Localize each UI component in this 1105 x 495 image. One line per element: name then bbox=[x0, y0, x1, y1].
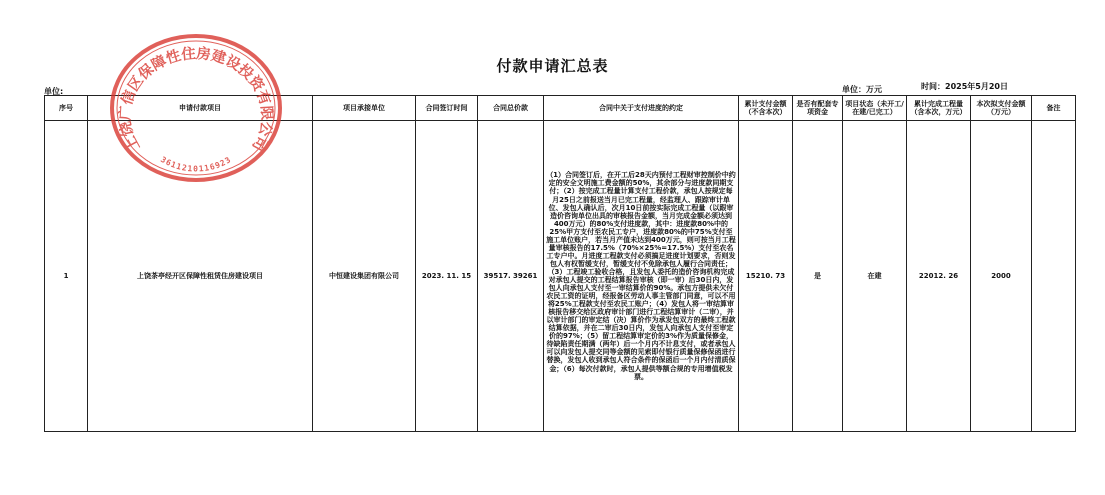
header-project: 申请付款项目 bbox=[88, 96, 313, 121]
payment-summary-table bbox=[44, 95, 1076, 432]
seal-code-textpath: 3611210116923 bbox=[158, 154, 234, 174]
cell-sign-date: 2023. 11. 15 bbox=[416, 121, 478, 432]
seal-ring-textpath: 上饶广信区保障性住房建设投资有限公司 bbox=[117, 46, 275, 154]
header-row bbox=[45, 96, 1076, 121]
unit-label-right: 单位：万元 bbox=[842, 85, 882, 94]
header-this-payment: 本次拟支付金额（万元） bbox=[971, 96, 1032, 121]
cell-contractor: 中恒建设集团有限公司 bbox=[313, 121, 416, 432]
cell-this-payment: 2000 bbox=[971, 121, 1032, 432]
unit-label-left: 单位: bbox=[44, 87, 64, 96]
cell-remark bbox=[1032, 121, 1076, 432]
cell-payment-terms: （1）合同签订后，在开工后28天内预付工程财审控制价中约定的安全文明施工费金额的50%，其余部分与进度款同期支付；（2）按完成工程量计算支付工程价款，承包人按规定每月25日之前报送当月已完工程量，经监理人、跟踪审计单位、发包人确认后，次月10日前按实际完成工程量（以跟审造价咨询单位出具的审核报告金额，当月完成金额必须达到400万元）的80%支付进度款，其中：进度款80%中的25%甲方支付至农民工专户，进度款80%的中75%支付至施工单位账户，若当月产值未达到400万元，则可按当月工程量审核报告的17.5%（70%×25%=17.5%）支付至农名工专户中。月进度工程款支付必须搞足进度计划要求，否则发包人有权暂缓支付，暂缓支付不免除承包人履行合同责任；（3）工程竣工验收合格，且发包人委托的造价咨询机构完成对承包人提交的工程结算报告审核（即一审）后30日内，发包人向承包人支付至一审结算价的90%。承包方提供未欠付农民工资的证明，经报备区劳动人事主管部门同意，可以不用将25%工程款支付至农民工账户；（4）发包人将一审结算审核报告移交给区政府审计部门进行工程结算审计（二审），并以审计部门的审定结（决）算价作为承发包双方的最终工程款结算依据，并在二审后30日内，发包人向承包人支付至审定价的97%；（5）留工程结算审定价的3%作为质量保修金，待缺陷责任期满（两年）后一个月内不计息支付，或者承包人可以向发包人提交同等金额的见索即付银行质量保修保函进行替换，发包人收到承包人符合条件的保函后一个月内付清质保金；（6）每次付款时，承包人提供等额合规的专用增值税发票。 bbox=[544, 121, 739, 432]
report-date: 时间：2025年5月20日 bbox=[921, 82, 1008, 91]
cell-completed-amount: 22012. 26 bbox=[907, 121, 971, 432]
cell-special-fund: 是 bbox=[793, 121, 843, 432]
table-row bbox=[45, 121, 1076, 432]
header-remark: 备注 bbox=[1032, 96, 1076, 121]
header-status: 项目状态（未开工/在建/已完工） bbox=[843, 96, 907, 121]
header-completed-amount: 累计完成工程量（含本次，万元） bbox=[907, 96, 971, 121]
cell-contract-price: 39517. 39261 bbox=[478, 121, 544, 432]
document-title: 付款申请汇总表 bbox=[496, 57, 609, 75]
header-contractor: 项目承接单位 bbox=[313, 96, 416, 121]
cell-project: 上饶茶亭经开区保障性租赁住房建设项目 bbox=[88, 121, 313, 432]
header-contract-price: 合同总价款 bbox=[478, 96, 544, 121]
header-paid-total: 累计支付金额（不含本次） bbox=[739, 96, 793, 121]
cell-index: 1 bbox=[45, 121, 88, 432]
header-special-fund: 是否有配套专项资金 bbox=[793, 96, 843, 121]
cell-status: 在建 bbox=[843, 121, 907, 432]
header-payment-terms: 合同中关于支付进度的约定 bbox=[544, 96, 739, 121]
header-sign-date: 合同签订时间 bbox=[416, 96, 478, 121]
header-index: 序号 bbox=[45, 96, 88, 121]
cell-paid-total: 15210. 73 bbox=[739, 121, 793, 432]
